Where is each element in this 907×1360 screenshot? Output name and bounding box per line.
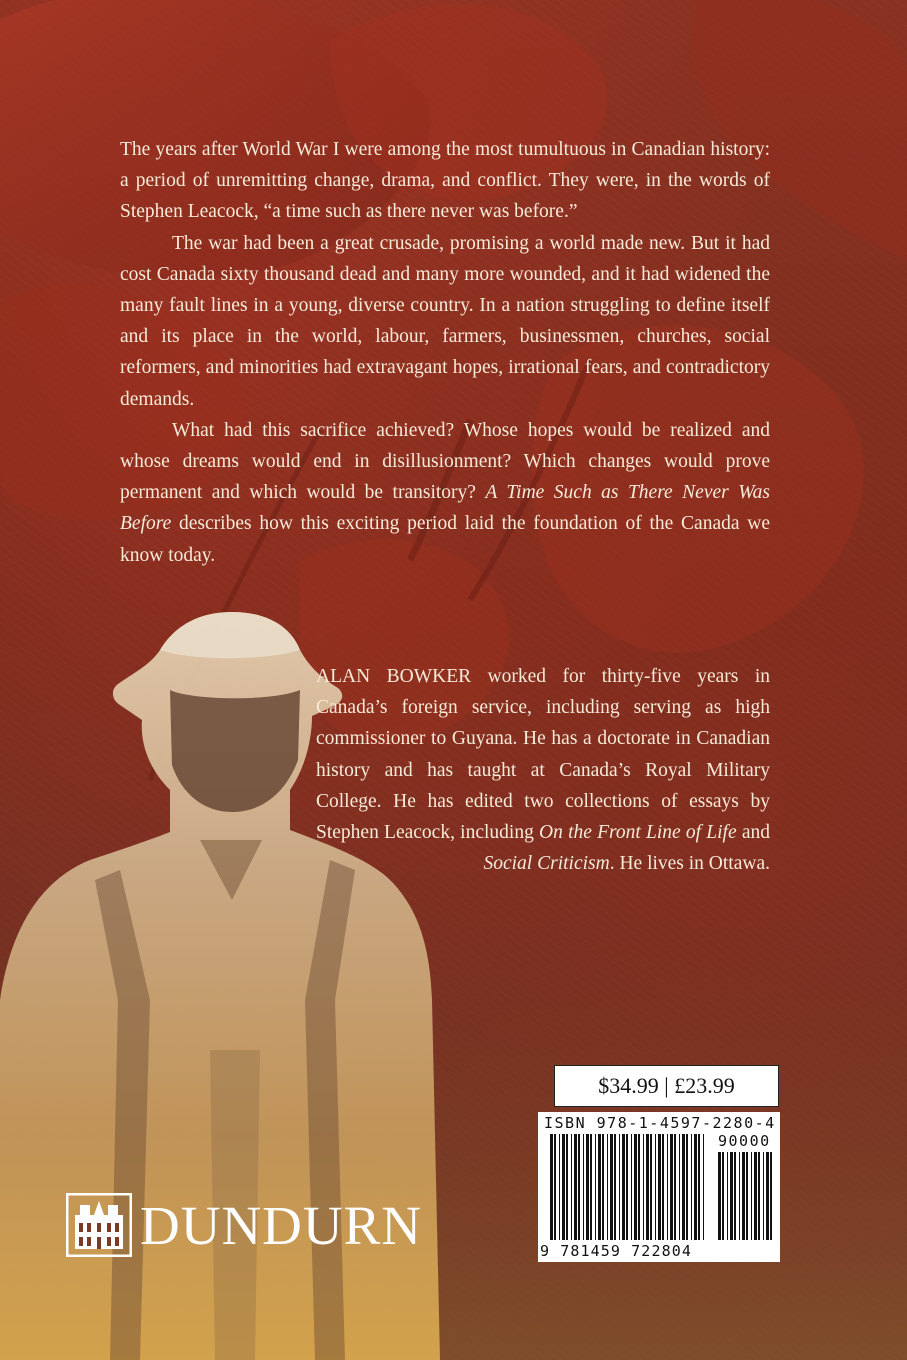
barcode-bar (682, 1134, 685, 1240)
barcode-bar (554, 1134, 556, 1240)
publisher-logo (66, 1190, 422, 1260)
book-title-italic: A Time Such as There Never Was Before (120, 482, 770, 535)
price-text: $34.99 | £23.99 (598, 1073, 735, 1098)
barcode-bar (562, 1134, 565, 1240)
barcode-bar (619, 1134, 620, 1240)
barcode-bar (614, 1134, 616, 1240)
description-p3-start: What had this sacrifice achieved? Whose hopes would be realized and whose dreams would end in disillusionment? Which changes would prove permanent and which would be transitory? (120, 419, 770, 504)
barcode-bar (607, 1134, 608, 1240)
barcode-bar (751, 1152, 752, 1240)
barcode-bar (586, 1134, 589, 1240)
barcode-bar (718, 1152, 721, 1240)
barcode-bar (722, 1152, 724, 1240)
barcode-bar (583, 1134, 584, 1240)
barcode-bar (742, 1152, 745, 1240)
barcode-bar (734, 1152, 736, 1240)
barcode-bar (691, 1134, 692, 1240)
barcode-bar (550, 1134, 553, 1240)
barcode-bar (698, 1134, 700, 1240)
barcode-bar (746, 1152, 748, 1240)
description-p3-end: describes how this exciting period laid the foundation of the Canada we know today. (120, 513, 770, 566)
barcode-bar (634, 1134, 637, 1240)
barcode-bar (686, 1134, 688, 1240)
book-description (120, 134, 770, 571)
isbn-barcode (538, 1112, 780, 1262)
bio-text-3: . He lives in Ottawa. (609, 853, 770, 875)
barcode-bar (670, 1134, 673, 1240)
barcode-bar (758, 1152, 760, 1240)
barcode-bar (574, 1134, 577, 1240)
barcode-bar (643, 1134, 644, 1240)
barcode-bar (566, 1134, 568, 1240)
barcode-bar (662, 1134, 664, 1240)
bio-text-1: ALAN BOWKER worked for thirty-five years in Canada’s foreign service, including serving as high commissioner to Guyana. He has a doctorate in Canadian history and has taught at Canada’s Royal Military College. He has edited two collections of essays by Stephen Leacock, including (316, 666, 770, 844)
barcode-bar (595, 1134, 596, 1240)
dundurn-castle-icon (66, 1193, 132, 1257)
barcode-bar (770, 1152, 772, 1240)
barcode-bar (638, 1134, 640, 1240)
barcode-bar (703, 1134, 704, 1240)
description-paragraph-2: The war had been a great crusade, promising a world made new. But it had cost Canada sixty thousand dead and many more wounded, and it had widened the many fault lines in a young, diverse country. In a nation struggling to define itself and its place in the world, labour, farmers, businessmen, churches, social reformers, and minorities had extravagant hopes, irrational fears, and contradictory demands. (120, 232, 770, 410)
isbn-label: ISBN 978-1-4597-2280-4 (544, 1114, 776, 1132)
bio-text-2: and (736, 822, 770, 844)
barcode-bar (679, 1134, 680, 1240)
barcode-bar (655, 1134, 656, 1240)
barcode-bar (667, 1134, 668, 1240)
barcode-bar (622, 1134, 625, 1240)
barcode-bar (674, 1134, 676, 1240)
barcode-bar (754, 1152, 757, 1240)
barcode-bar (578, 1134, 580, 1240)
bio-book-title-2: Social Criticism (483, 853, 610, 875)
author-bio-paragraph (316, 661, 770, 879)
barcode-bar (727, 1152, 728, 1240)
barcode-bar (626, 1134, 628, 1240)
barcode-bar (631, 1134, 632, 1240)
barcode-bar (590, 1134, 592, 1240)
description-paragraph-1: The years after World War I were among the most tumultuous in Canadian history: a period of unremitting change, drama, and conflict. They were, in the words of Stephen Leacock, “a time such as there never was before.” (120, 139, 770, 223)
barcode-bars (538, 1112, 780, 1262)
price-label (554, 1065, 779, 1107)
barcode-bar (598, 1134, 601, 1240)
barcode-bar (650, 1134, 652, 1240)
bio-book-title-1: On the Front Line of Life (539, 822, 737, 844)
description-paragraph-3 (120, 415, 770, 571)
barcode-addon: 90000 (718, 1132, 771, 1150)
barcode-bar (694, 1134, 697, 1240)
barcode-bar (646, 1134, 649, 1240)
barcode-bar (610, 1134, 613, 1240)
publisher-name: DUNDURN (140, 1194, 422, 1256)
barcode-bar (766, 1152, 769, 1240)
barcode-bar (571, 1134, 572, 1240)
barcode-bar (739, 1152, 740, 1240)
barcode-bar (559, 1134, 560, 1240)
barcode-bar (730, 1152, 733, 1240)
ean-number: 9 781459 722804 (540, 1242, 692, 1260)
barcode-bar (658, 1134, 661, 1240)
barcode-bar (602, 1134, 604, 1240)
barcode-bar (763, 1152, 764, 1240)
author-bio (316, 661, 770, 879)
